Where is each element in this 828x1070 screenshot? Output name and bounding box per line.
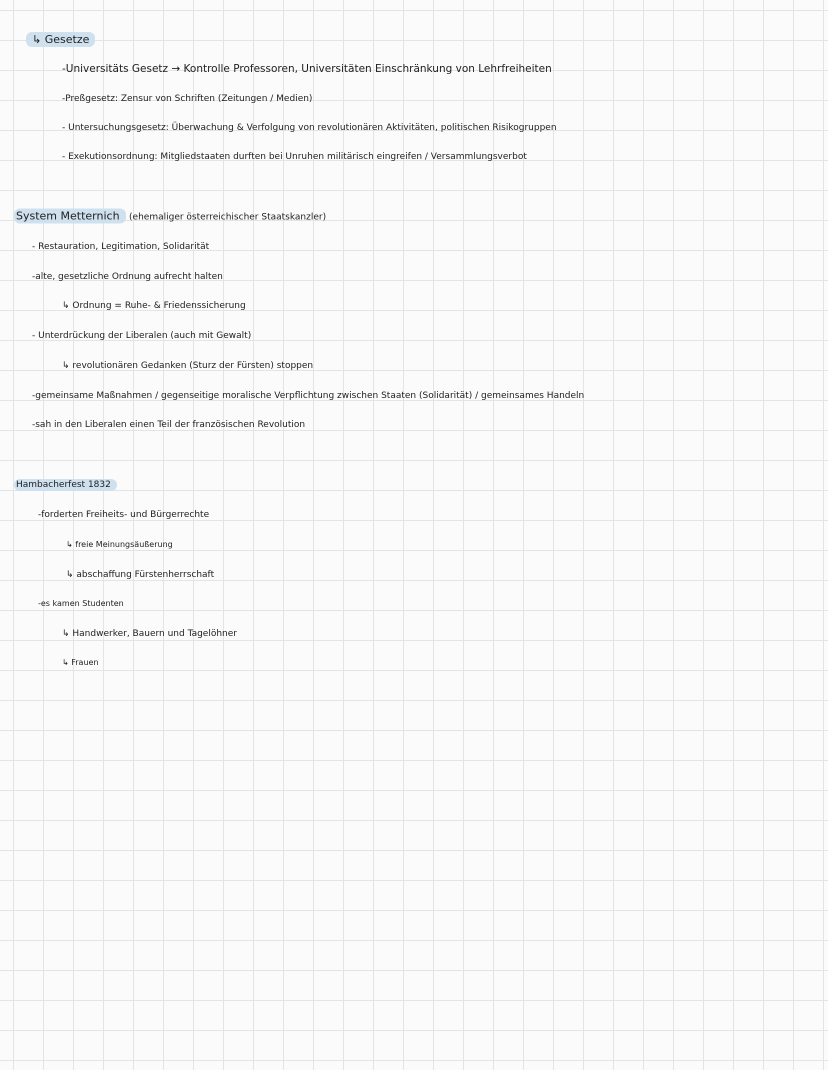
heading-text: ↳ Gesetze [26,32,95,47]
list-item: - Untersuchungsgesetz: Überwachung & Verfolgung von revolutionären Aktivitäten, politischen Risikogruppen [62,123,557,133]
section-heading-hambacherfest [14,478,117,492]
list-item: -Preßgesetz: Zensur von Schriften (Zeitungen / Medien) [62,94,313,104]
list-item: -es kamen Studenten [38,599,124,608]
list-item: ↳ Frauen [62,658,99,667]
heading-text: Hambacherfest 1832 [14,479,117,491]
list-item: -gemeinsame Maßnahmen / gegenseitige moralische Verpflichtung zwischen Staaten (Solidarität) / gemeinsames Handeln [32,391,585,401]
heading-text: System Metternich [14,209,126,224]
list-item: -Universitäts Gesetz → Kontrolle Professoren, Universitäten Einschränkung von Lehrfreiheiten [62,63,552,75]
list-item: ↳ abschaffung Fürstenherrschaft [66,570,215,580]
list-item: - Exekutionsordnung: Mitgliedstaaten durften bei Unruhen militärisch eingreifen / Versammlungsverbot [62,152,527,162]
list-item: - Unterdrückung der Liberalen (auch mit Gewalt) [32,331,252,341]
list-item: ↳ freie Meinungsäußerung [66,540,173,549]
list-item: -forderten Freiheits- und Bürgerrechte [38,510,210,520]
heading-note: (ehemaliger österreichischer Staatskanzler) [129,212,327,223]
list-item: - Restauration, Legitimation, Solidarität [32,242,210,252]
section-heading-metternich [14,210,326,225]
list-item: ↳ Ordnung = Ruhe- & Friedenssicherung [62,301,246,311]
list-item: -alte, gesetzliche Ordnung aufrecht halten [32,272,223,282]
list-item: ↳ Handwerker, Bauern und Tagelöhner [62,629,237,639]
section-heading-gesetze [32,33,95,47]
list-item: ↳ revolutionären Gedanken (Sturz der Fürsten) stoppen [62,361,314,371]
list-item: -sah in den Liberalen einen Teil der französischen Revolution [32,420,306,430]
